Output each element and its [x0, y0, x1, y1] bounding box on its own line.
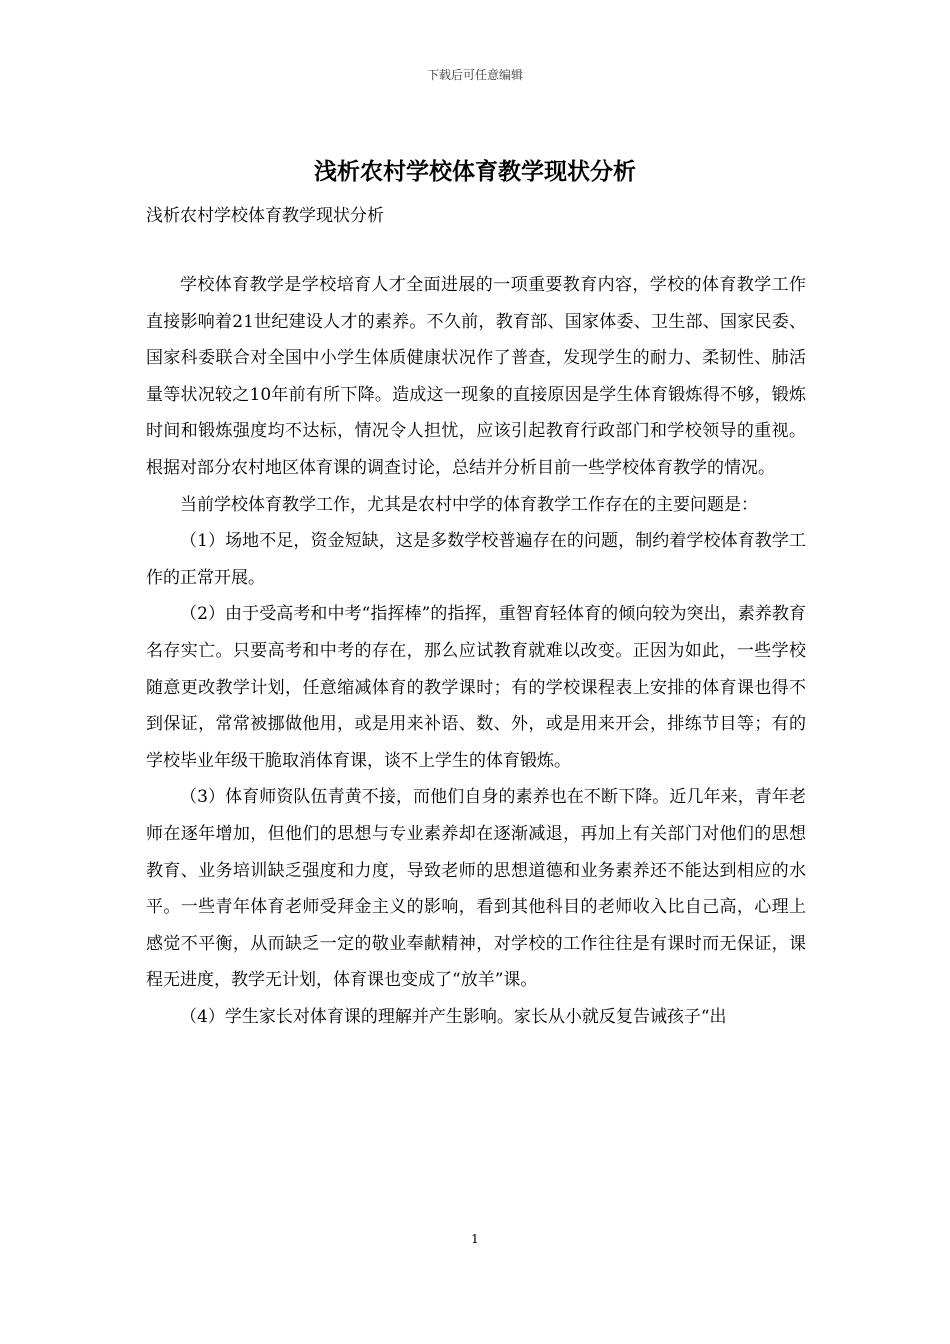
- paragraph: （3）体育师资队伍青黄不接，而他们自身的素养也在不断下降。近几年来，青年老师在逐年增加，但他们的思想与专业素养却在逐渐减退，再加上有关部门对他们的思想教育、业务培训缺乏强度和力度，导致老师的思想道德和业务素养还不能达到相应的水平。一些青年体育老师受拜金主义的影响，看到其他科目的老师收入比自己高，心理上感觉不平衡，从而缺乏一定的敬业奉献精神，对学校的工作往往是有课时而无保证，课程无进度，教学无计划，体育课也变成了“放羊”课。: [146, 787, 806, 991]
- paragraph: （1）场地不足，资金短缺，这是多数学校普遍存在的问题，制约着学校体育教学工作的正常开展。: [146, 531, 806, 588]
- paragraph: 学校体育教学是学校培育人才全面进展的一项重要教育内容，学校的体育教学工作直接影响着21世纪建设人才的素养。不久前，教育部、国家体委、卫生部、国家民委、国家科委联合对全国中小学生体质健康状况作了普查，发现学生的耐力、柔韧性、肺活量等状况较之10年前有所下降。造成这一现象的直接原因是学生体育锻炼得不够，锻炼时间和锻炼强度均不达标，情况令人担忧，应该引起教育行政部门和学校领导的重视。根据对部分农村地区体育课的调查讨论，总结并分析目前一些学校体育教学的情况。: [146, 275, 806, 478]
- document-title: 浅析农村学校体育教学现状分析: [314, 158, 636, 185]
- body-text: [146, 267, 806, 1035]
- paragraph: （4）学生家长对体育课的理解并产生影响。家长从小就反复告诫孩子“出: [180, 1006, 727, 1027]
- header-note: 下载后可任意编辑: [426, 68, 523, 82]
- paragraph: 当前学校体育教学工作，尤其是农村中学的体育教学工作存在的主要问题是：: [180, 494, 758, 515]
- paragraph: （2）由于受高考和中考“指挥棒”的指挥，重智育轻体育的倾向较为突出，素养教育名存实亡。只要高考和中考的存在，那么应试教育就难以改变。正因为如此，一些学校随意更改教学计划，任意缩减体育的教学课时；有的学校课程表上安排的体育课也得不到保证，常常被挪做他用，或是用来补语、数、外，或是用来开会，排练节目等；有的学校毕业年级干脆取消体育课，谈不上学生的体育锻炼。: [146, 604, 806, 771]
- document-subtitle: 浅析农村学校体育教学现状分析: [146, 206, 384, 226]
- page-number: 1: [471, 1232, 479, 1246]
